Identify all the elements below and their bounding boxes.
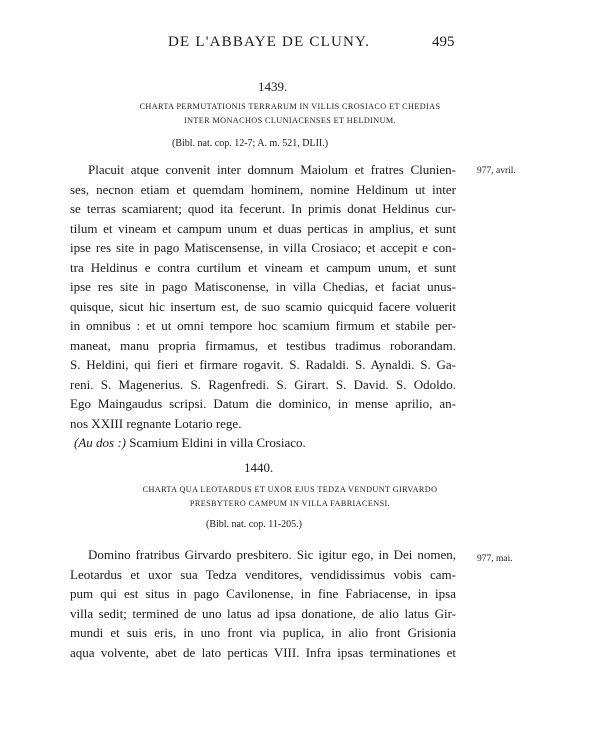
text-line: villa sedit; termined de uno latus ad ipsa donatione, de alio latus Gir-: [70, 605, 456, 621]
running-head: [0, 34, 590, 56]
text-line: Domino fratribus Girvardo presbitero. Sic igitur ego, in Dei nomen,: [88, 547, 456, 562]
endorsement-text: Scamium Eldini in villa Crosiaco.: [129, 435, 306, 450]
source-reference: (Bibl. nat. cop. 11-205.): [206, 519, 303, 530]
margin-date: 977, mai.: [477, 554, 513, 564]
text-line: nos XXIII regnante Lotario rege.: [70, 415, 242, 431]
text-line: ipse res site in pago Matisconense, in villa Chedias, et faciat unus-: [70, 279, 456, 294]
page-number: 495: [432, 34, 455, 50]
running-title: DE L'ABBAYE DE CLUNY.: [168, 34, 371, 50]
charter-text: [70, 545, 456, 662]
margin-date: 977, avril.: [477, 166, 516, 176]
caption-line: CHARTA PERMUTATIONIS TERRARUM IN VILLIS CROSIACO ET CHEDIAS: [139, 102, 441, 111]
text-line: maneat, manu propria firmamus, et testibus tradimus roborandam.: [70, 337, 456, 353]
caption-line: INTER MONACHOS CLUNIACENSES ET HELDINUM.: [183, 116, 397, 125]
charter-caption: [100, 100, 480, 128]
text-line: Leotardus et uxor sua Tedza venditores, vendidissimus vobis cam-: [70, 566, 456, 582]
text-line: aqua volvente, abet de lato perticas VIII. Infra ipsas terminationes et: [70, 644, 456, 660]
text-line: quisque, sicut hic insertum est, de suo scamio quicquid facere voluerit: [70, 298, 456, 314]
charter-text: [70, 160, 456, 453]
endorsement-label: (Au dos :): [74, 435, 126, 450]
text-line: se terras scamiarent; quod ita fecerunt. In primis donat Heldinus cur-: [70, 201, 456, 216]
charter-caption: [100, 483, 480, 511]
text-line: tra Heldinus e contra curtilum et vineam et campum unum, et sunt: [70, 259, 456, 275]
charter-number: 1440.: [244, 460, 274, 475]
charter-number: 1439.: [258, 79, 288, 94]
text-line: reni. S. Magenerius. S. Ragenfredi. S. Girart. S. David. S. Odoldo.: [70, 376, 456, 392]
caption-line: CHARTA QUA LEOTARDUS ET UXOR EJUS TEDZA VENDUNT GIRVARDO: [142, 485, 438, 494]
text-line: Ego Maingaudus scripsi. Datum die dominico, in mense aprilio, an-: [70, 396, 456, 411]
text-line: ipse res site in pago Matiscensense, in villa Crosiaco; et accepit e con-: [70, 240, 456, 255]
text-line: in omnibus : et ut omni tempore hoc scamium firmum et stabile per-: [70, 318, 456, 333]
text-line: tilum et vineam et campum unum et duas perticas in amplius, et sunt: [70, 220, 456, 236]
source-reference: (Bibl. nat. cop. 12-7; A. m. 521, DLII.): [172, 138, 329, 149]
text-line: Placuit atque convenit inter domnum Maiolum et fratres Clunien-: [88, 162, 456, 177]
endorsement: [70, 433, 456, 453]
text-line: ses, necnon etiam et quemdam hominem, nomine Heldinum ut inter: [70, 181, 456, 197]
text-line: pum qui est situs in pago Cavilonense, in fine Fabriacense, in ipsa: [70, 586, 456, 601]
text-line: S. Heldini, qui fieri et firmare rogavit. S. Radaldi. S. Aynaldi. S. Ga-: [70, 357, 456, 372]
text-line: mundi et suis eris, in uno front via puplica, in alio front Grisionia: [70, 625, 456, 640]
caption-line: PRESBYTERO CAMPUM IN VILLA FABRIACENSI.: [189, 499, 391, 508]
